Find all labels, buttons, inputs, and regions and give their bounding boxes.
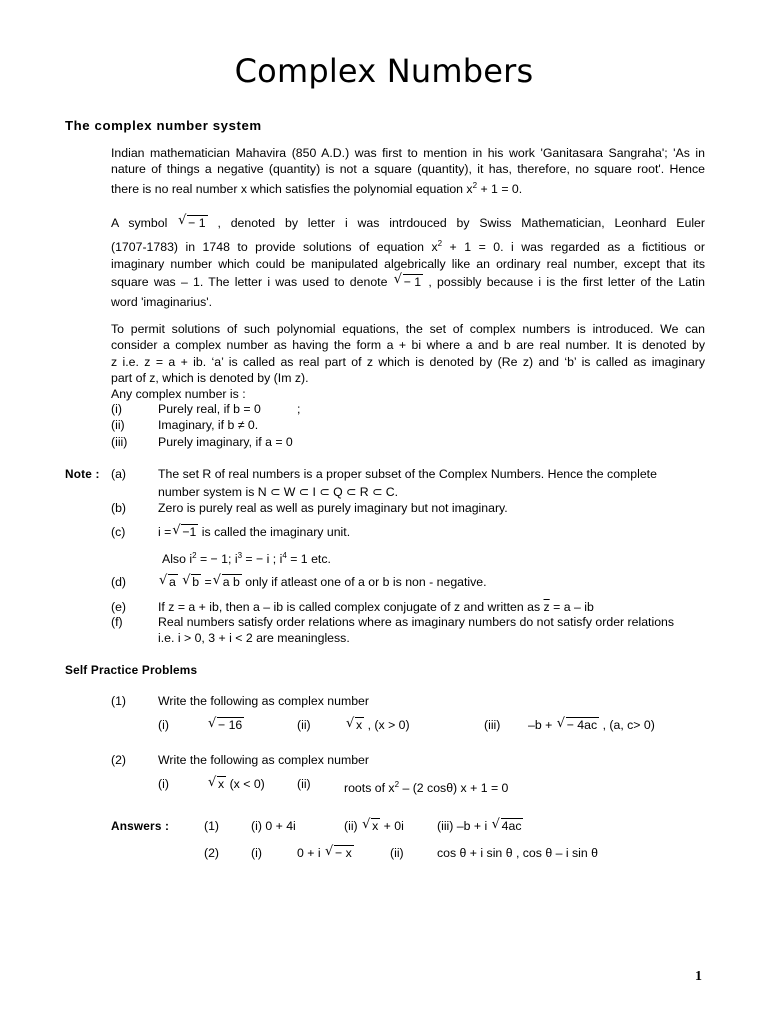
sqrt-symbol: √ − 1 <box>178 213 207 233</box>
problem-num: (2) <box>111 753 127 767</box>
paragraph-mahavira <box>111 145 705 194</box>
list-item-text: Imaginary, if b ≠ 0. <box>158 418 259 432</box>
answer-text: (i) 0 + 4i <box>251 819 296 833</box>
text-line: A symbol √ − 1 , denoted by letter i was intrdouced by Swiss Mathematician, Leonhard Euler <box>111 213 705 234</box>
sqrt-symbol: √ x <box>208 777 226 792</box>
sqrt-symbol: √ − 16 <box>208 718 244 733</box>
problem-formula: roots of $x^2 - (2$ cosθ) x + 1 = 0 <box>344 780 509 795</box>
answer-formula: (iii) –b + i √ 4ac <box>437 819 523 834</box>
problem-text: Write the following as complex number <box>158 694 369 708</box>
list-item-num: (iii) <box>111 435 128 449</box>
sqrt-symbol: √ b <box>182 575 201 590</box>
self-practice-heading: Self Practice Problems <box>65 663 198 677</box>
note-text: number system is N ⊂ W ⊂ I ⊂ Q ⊂ R ⊂ C. <box>158 485 399 499</box>
problem-part: (i) <box>158 777 169 791</box>
note-text: If z = a + ib, then a – ib is called complex conjugate of z and written as $\overline{z} = a$ – ib <box>158 600 594 614</box>
text-line: square was – 1. The letter i was used to denote √ − 1 , possibly because i is the first letter of the Latin <box>111 272 705 292</box>
list-item-extra: ; <box>297 402 301 416</box>
answer-num: (1) <box>204 819 220 833</box>
note-formula: i = √ −1 is called the imaginary unit. <box>158 525 350 540</box>
note-item-num: (f) <box>111 615 123 629</box>
answer-formula: (ii) √ x + 0i <box>344 819 404 834</box>
note-text: Real numbers satisfy order relations where as imaginary numbers do not satisfy order relations <box>158 615 675 629</box>
text-line: nature of things a negative (quantity) is not a square (quantity), it has, therefore, no square root'. Hence <box>111 162 705 177</box>
text-line: (1707-1783) in 1748 to provide solutions of equation $x^2 + 1 = 0$. i was regarded as a fictitious or <box>111 239 705 254</box>
paragraph-euler <box>111 213 705 308</box>
page-number: 1 <box>695 969 702 984</box>
note-item-num: (c) <box>111 525 126 539</box>
problem-formula: √ x , (x > 0) <box>345 718 410 733</box>
sqrt-symbol: √ a b <box>213 575 242 590</box>
sqrt-symbol: √ −1 <box>172 525 198 540</box>
text-line: there is no real number x which satisfies the polynomial equation $x^2 + 1 = 0$. <box>111 180 523 196</box>
note-item-num: (a) <box>111 467 127 481</box>
answer-part: (i) <box>251 846 262 860</box>
text-line: imaginary number which could be manipulated algebrically like an ordinary real number, except that its <box>111 257 705 271</box>
problem-text: Write the following as complex number <box>158 753 369 767</box>
sqrt-symbol: √ − 4ac <box>557 718 599 733</box>
problem-part: (i) <box>158 718 169 732</box>
note-label: Note : <box>65 467 100 481</box>
list-item-text: Purely imaginary, if a = 0 <box>158 435 293 449</box>
problem-formula <box>207 718 244 733</box>
sqrt-symbol: √ x <box>362 819 380 834</box>
problem-part: (ii) <box>297 718 311 732</box>
list-item-text: Purely real, if b = 0 <box>158 402 261 416</box>
problem-formula: –b + √ − 4ac , (a, c> 0) <box>528 718 655 733</box>
sqrt-symbol: √ a <box>159 575 178 590</box>
note-item-num: (e) <box>111 600 127 614</box>
paragraph-definition <box>111 321 705 402</box>
text-line: z i.e. z = a + ib. ‘a’ is called as real part of z which is denoted by (Re z) and ‘b’ is called as imaginary <box>111 354 705 369</box>
problem-part: (iii) <box>484 718 501 732</box>
note-formula: √ a √ b = √ a b only if atleast one of a or b is non - negative. <box>158 575 487 590</box>
sqrt-symbol: √ x <box>346 718 364 733</box>
problem-part: (ii) <box>297 777 311 791</box>
sqrt-symbol: √ − 1 <box>394 272 423 292</box>
note-item-num: (d) <box>111 575 127 589</box>
note-formula: Also $i^2$ = − 1; $i^3$ = − i ; $i^4 = 1$ etc. <box>162 551 331 566</box>
problem-formula: √ x (x < 0) <box>207 777 265 792</box>
answer-text: cos θ + i sin θ , cos θ – i sin θ <box>437 846 598 860</box>
note-item-num: (b) <box>111 501 127 515</box>
text-line: part of z, which is denoted by (Im z). <box>111 370 309 385</box>
note-text: Zero is purely real as well as purely imaginary but not imaginary. <box>158 501 508 515</box>
sqrt-symbol: √ − x <box>325 846 354 861</box>
text-line: consider a complex number as having the form a + bi where a and b are real number. It is denoted by <box>111 338 705 353</box>
answer-part: (ii) <box>390 846 404 860</box>
answers-label: Answers : <box>111 819 170 833</box>
text-line: word 'imaginarius'. <box>111 295 213 309</box>
problem-num: (1) <box>111 694 127 708</box>
list-item-num: (i) <box>111 402 122 416</box>
sqrt-symbol: √ 4ac <box>492 819 524 834</box>
text-line: Any complex number is : <box>111 387 246 402</box>
list-item-num: (ii) <box>111 418 125 432</box>
note-text: i.e. i > 0, 3 + i < 2 are meaningless. <box>158 631 350 645</box>
answer-formula: 0 + i √ − x <box>297 846 354 861</box>
answer-num: (2) <box>204 846 220 860</box>
page-title: Complex Numbers <box>234 52 534 90</box>
note-text: The set R of real numbers is a proper subset of the Complex Numbers. Hence the complete <box>158 467 657 481</box>
text-line: To permit solutions of such polynomial equations, the set of complex numbers is introduced. We can <box>111 322 705 336</box>
text-line: Indian mathematician Mahavira (850 A.D.) was first to mention in his work 'Ganitasara Sangraha'; 'As in <box>111 146 705 160</box>
section-heading: The complex number system <box>65 118 262 133</box>
